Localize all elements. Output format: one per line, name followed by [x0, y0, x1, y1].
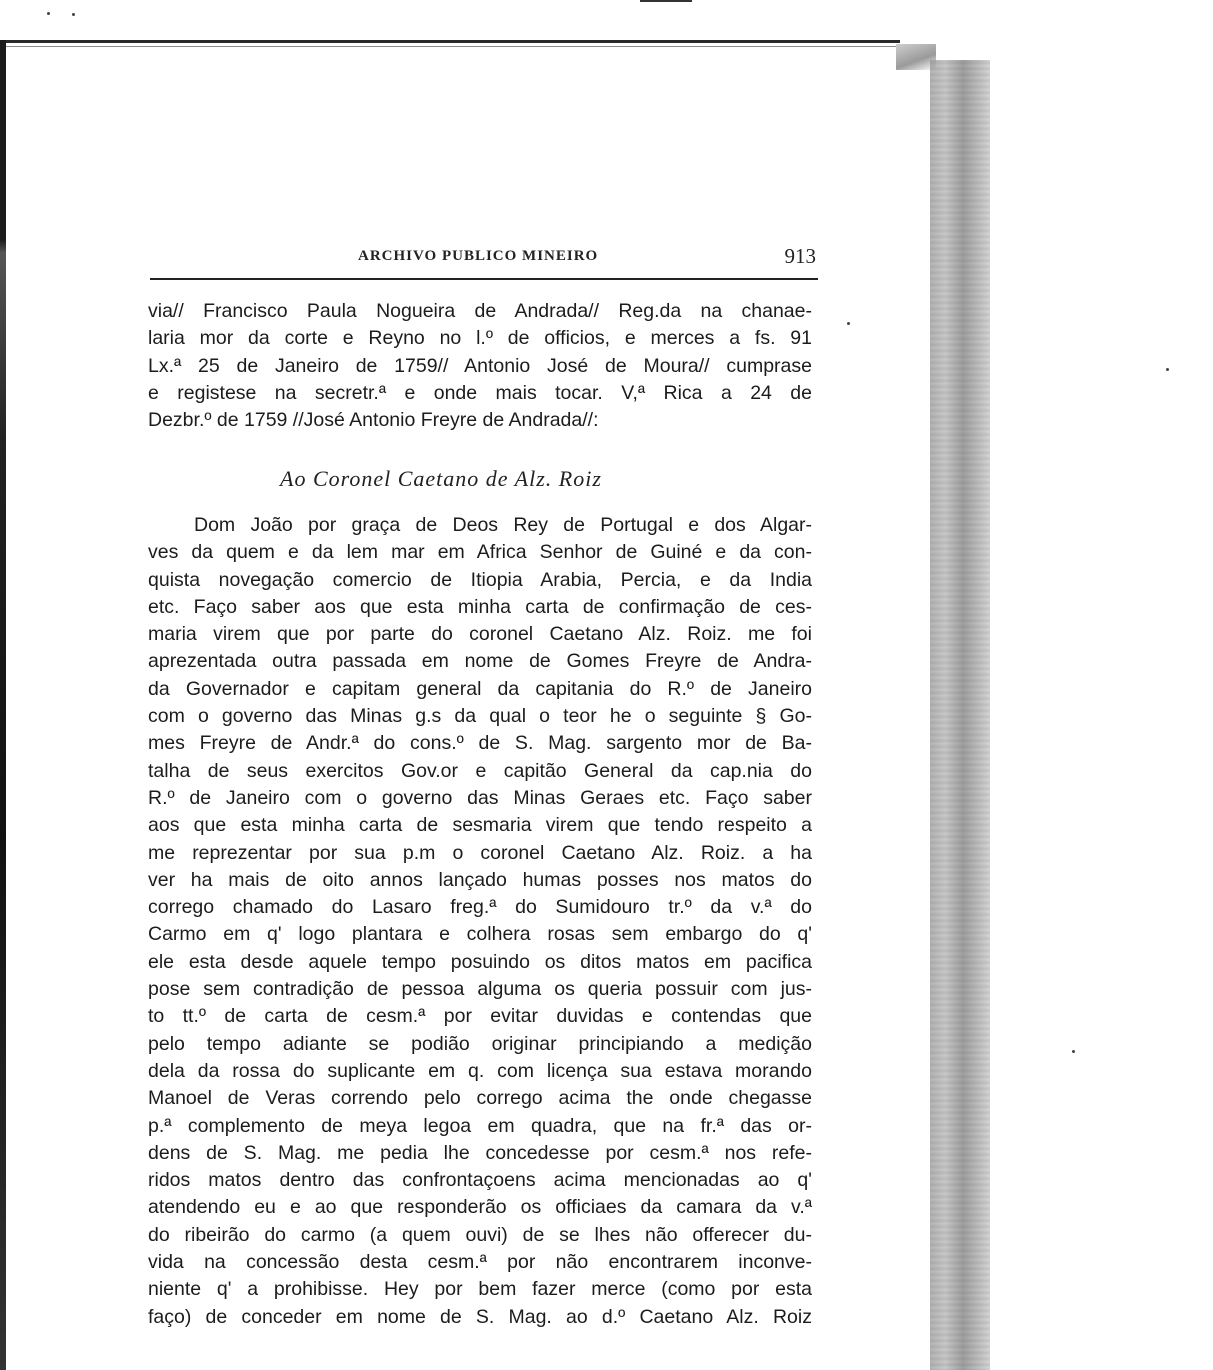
text-line: maria virem que por parte do coronel Caetano Alz. Roiz. me foi — [148, 623, 812, 646]
text-line: atendendo eu e ao que responderão os officiaes da camara da v.ª — [148, 1196, 812, 1219]
scan-speck — [847, 322, 850, 325]
section-heading: Ao Coronel Caetano de Alz. Roiz — [280, 466, 602, 491]
text-line: quista novegação comercio de Itiopia Arabia, Percia, e da India — [148, 568, 812, 591]
text-line: corrego chamado do Lasaro freg.ª do Sumidouro tr.º da v.ª do — [148, 896, 812, 919]
scan-artifact-top-rule-faint — [0, 46, 930, 47]
text-line: vida na concessão desta cesm.ª por não encontrarem inconve- — [148, 1251, 812, 1274]
text-line: niente q' a prohibisse. Hey por bem fazer merce (como por esta — [148, 1278, 812, 1301]
text-line: via// Francisco Paula Nogueira de Andrada// Reg.da na chanae- — [148, 300, 812, 322]
text-line: do ribeirão do carmo (a quem ouvi) de se lhes não offerecer du- — [148, 1223, 812, 1246]
page-number: 913 — [784, 244, 816, 268]
text-line: etc. Faço saber aos que esta minha carta de confirmação de ces- — [148, 595, 812, 618]
scan-artifact-corner-fold — [896, 44, 936, 70]
scan-artifact-top-tick — [640, 0, 692, 2]
text-line: dela da rossa do suplicante em q. com licença sua estava morando — [148, 1059, 812, 1082]
text-line: faço) de conceder em nome de S. Mag. ao d.º Caetano Alz. Roiz — [148, 1305, 812, 1328]
text-line: me reprezentar por sua p.m o coronel Caetano Alz. Roiz. a ha — [148, 841, 812, 864]
text-line: ridos matos dentro das confrontaçoens acima mencionadas ao q' — [148, 1169, 812, 1192]
page-header — [150, 242, 818, 280]
text-line: pose sem contradição de pessoa alguma os queria possuir com jus- — [148, 978, 812, 1001]
text-line: Dom João por graça de Deos Rey de Portugal e dos Algar- — [194, 514, 812, 536]
text-line: ele esta desde aquele tempo posuindo os ditos matos em pacifica — [148, 950, 812, 973]
text-line: talha de seus exercitos Gov.or e capitão General da cap.nia do — [148, 759, 812, 782]
scan-artifact-top-rule — [0, 40, 900, 43]
text-line: dens de S. Mag. me pedia lhe concedesse por cesm.ª nos refe- — [148, 1141, 812, 1164]
paragraph-main — [148, 512, 812, 1331]
text-line: ves da quem e da lem mar em Africa Senhor de Guiné e da con- — [148, 541, 812, 564]
text-line: R.º de Janeiro com o governo das Minas Geraes etc. Faço saber — [148, 786, 812, 809]
paragraph-continuation — [148, 298, 812, 434]
text-line: Dezbr.º de 1759 //José Antonio Freyre de Andrada//: — [148, 409, 599, 432]
text-line: laria mor da corte e Reyno no l.º de officios, e merces a fs. 91 — [148, 327, 812, 350]
text-line: p.ª complemento de meya legoa em quadra, que na fr.ª das or- — [148, 1114, 812, 1137]
text-line: Lx.ª 25 de Janeiro de 1759// Antonio José de Moura// cumprase — [148, 354, 812, 377]
text-line: aprezentada outra passada em nome de Gomes Freyre de Andra- — [148, 650, 812, 673]
text-line: ver ha mais de oito annos lançado humas posses nos matos do — [148, 868, 812, 891]
text-line: da Governador e capitam general da capitania do R.º de Janeiro — [148, 677, 812, 700]
scan-speck — [72, 13, 75, 16]
text-line: e registese na secretr.ª e onde mais tocar. V,ª Rica a 24 de — [148, 381, 812, 404]
scan-artifact-left-edge — [0, 40, 6, 1370]
text-line: com o governo das Minas g.s da qual o teor he o seguinte § Go- — [148, 705, 812, 728]
text-line: Manoel de Veras correndo pelo corrego acima the onde chegasse — [148, 1087, 812, 1110]
text-line: to tt.º de carta de cesm.ª por evitar duvidas e contendas que — [148, 1005, 812, 1028]
scan-speck — [1166, 368, 1169, 371]
text-line: Carmo em q' logo plantara e colhera rosas sem embargo do q' — [148, 923, 812, 946]
scan-speck — [1072, 1050, 1075, 1053]
scan-artifact-page-edge — [930, 60, 990, 1370]
text-line: mes Freyre de Andr.ª do cons.º de S. Mag. sargento mor de Ba- — [148, 732, 812, 755]
scan-speck — [47, 12, 50, 15]
text-line: aos que esta minha carta de sesmaria virem que tendo respeito a — [148, 814, 812, 837]
running-head: ARCHIVO PUBLICO MINEIRO — [358, 248, 599, 264]
text-line: pelo tempo adiante se podião originar principiando a medição — [148, 1032, 812, 1055]
